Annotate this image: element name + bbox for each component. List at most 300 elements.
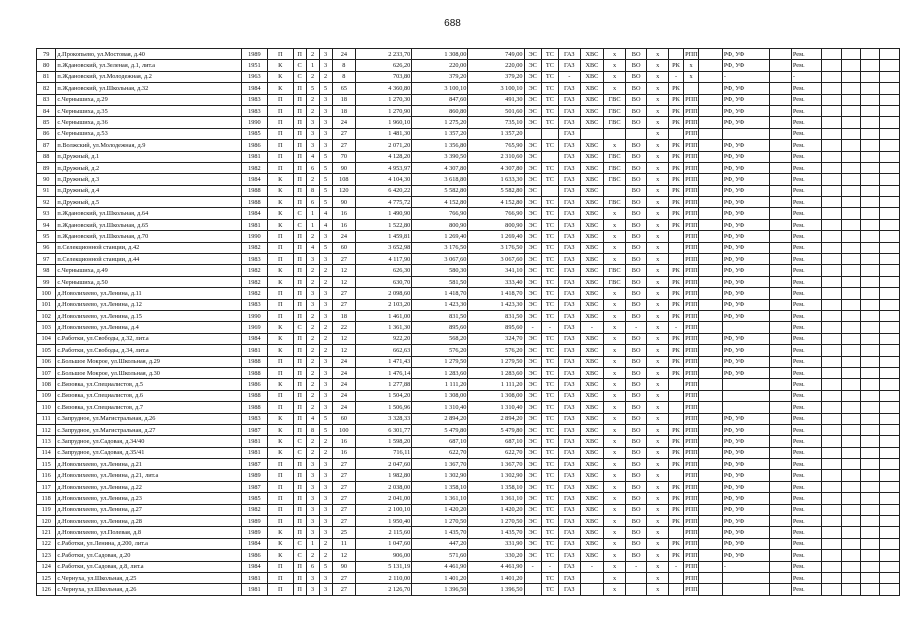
cell-area: 1 461,00 — [356, 310, 412, 321]
empty-cell — [860, 447, 879, 458]
empty-cell — [822, 561, 841, 572]
cell-mat: К — [267, 265, 293, 276]
cell-u5: х — [604, 470, 626, 481]
cell-u6: ВО — [625, 162, 647, 173]
cell-u3: ГАЗ — [559, 504, 581, 515]
cell-u6: ВО — [625, 504, 647, 515]
cell-u2: ТС — [541, 572, 558, 583]
empty-cell — [880, 265, 900, 276]
cell-wall: П — [293, 367, 306, 378]
cell-wall: П — [293, 310, 306, 321]
empty-cell — [880, 379, 900, 390]
cell-n: 119 — [37, 504, 56, 515]
empty-cell — [699, 538, 723, 549]
cell-area-res: 1 423,30 — [468, 299, 524, 310]
empty-cell — [841, 379, 860, 390]
empty-cell — [770, 470, 792, 481]
cell-area-res: 1 358,10 — [468, 481, 524, 492]
cell-n: 101 — [37, 299, 56, 310]
empty-cell — [699, 117, 723, 128]
empty-cell — [699, 231, 723, 242]
cell-u3: ГАЗ — [559, 584, 581, 595]
cell-u8 — [668, 413, 683, 424]
cell-mat: П — [267, 516, 293, 527]
cell-u4: ХВС — [580, 550, 604, 561]
cell-fund: РФ, УФ — [722, 299, 769, 310]
empty-cell — [699, 516, 723, 527]
cell-u1: ЭС — [524, 356, 541, 367]
cell-u1: ЭС — [524, 288, 541, 299]
empty-cell — [880, 71, 900, 82]
empty-cell — [880, 367, 900, 378]
cell-act: Рем. — [791, 117, 821, 128]
cell-u9: РПП — [684, 345, 699, 356]
cell-act: Рем. — [791, 413, 821, 424]
cell-u5: ГВС — [604, 162, 626, 173]
cell-ent: 3 — [319, 459, 332, 470]
cell-u3: ГАЗ — [559, 276, 581, 287]
cell-u9: РПП — [684, 288, 699, 299]
cell-area: 1 270,30 — [356, 94, 412, 105]
cell-year: 1988 — [241, 402, 267, 413]
cell-fund — [722, 390, 769, 401]
cell-u1: ЭС — [524, 219, 541, 230]
cell-u5: х — [604, 367, 626, 378]
cell-fl: 2 — [306, 310, 319, 321]
empty-cell — [822, 345, 841, 356]
cell-area: 630,70 — [356, 276, 412, 287]
cell-u7: х — [647, 550, 669, 561]
cell-apts: 24 — [332, 379, 356, 390]
cell-u7: х — [647, 117, 669, 128]
cell-wall: С — [293, 219, 306, 230]
empty-cell — [699, 162, 723, 173]
empty-cell — [770, 242, 792, 253]
empty-cell — [822, 356, 841, 367]
cell-area-res: 330,20 — [468, 550, 524, 561]
cell-act: Рем. — [791, 516, 821, 527]
cell-year: 1981 — [241, 219, 267, 230]
empty-cell — [860, 390, 879, 401]
cell-u3: ГАЗ — [559, 231, 581, 242]
cell-u6: ВО — [625, 151, 647, 162]
cell-apts: 65 — [332, 83, 356, 94]
cell-fund: РФ, УФ — [722, 105, 769, 116]
cell-wall: П — [293, 254, 306, 265]
cell-u8: РК — [668, 117, 683, 128]
empty-cell — [841, 117, 860, 128]
empty-cell — [860, 379, 879, 390]
cell-apts: 16 — [332, 447, 356, 458]
cell-year: 1989 — [241, 516, 267, 527]
cell-wall: С — [293, 447, 306, 458]
empty-cell — [770, 333, 792, 344]
cell-u6: ВО — [625, 345, 647, 356]
cell-year: 1981 — [241, 447, 267, 458]
cell-u3: ГАЗ — [559, 299, 581, 310]
cell-year: 1985 — [241, 128, 267, 139]
empty-cell — [822, 174, 841, 185]
cell-ent: 3 — [319, 94, 332, 105]
cell-area-res: 1 283,60 — [468, 367, 524, 378]
cell-fl: 2 — [306, 356, 319, 367]
cell-u8: РК — [668, 185, 683, 196]
cell-apts: 120 — [332, 185, 356, 196]
cell-u4: ХВС — [580, 333, 604, 344]
cell-apts: 18 — [332, 310, 356, 321]
cell-area: 2 100,10 — [356, 504, 412, 515]
cell-u1: ЭС — [524, 83, 541, 94]
cell-u6: ВО — [625, 185, 647, 196]
cell-wall: П — [293, 185, 306, 196]
cell-mat: К — [267, 333, 293, 344]
cell-ent: 3 — [319, 402, 332, 413]
cell-mat: К — [267, 83, 293, 94]
cell-n: 87 — [37, 140, 56, 151]
cell-u1: ЭС — [524, 162, 541, 173]
cell-u2: ТС — [541, 527, 558, 538]
empty-cell — [880, 550, 900, 561]
empty-cell — [880, 527, 900, 538]
cell-u3: ГАЗ — [559, 310, 581, 321]
empty-cell — [699, 459, 723, 470]
empty-cell — [880, 197, 900, 208]
empty-cell — [841, 345, 860, 356]
cell-u4 — [580, 572, 604, 583]
empty-cell — [699, 561, 723, 572]
cell-area-res: 341,10 — [468, 265, 524, 276]
cell-area-res: 1 401,20 — [468, 572, 524, 583]
cell-area: 1 481,30 — [356, 128, 412, 139]
cell-year: 1982 — [241, 265, 267, 276]
cell-addr: с.Чернышиха, д.36 — [56, 117, 242, 128]
cell-addr: с.Чернышиха, д.29 — [56, 94, 242, 105]
cell-n: 95 — [37, 231, 56, 242]
cell-fund: РФ, УФ — [722, 470, 769, 481]
cell-year: 1984 — [241, 333, 267, 344]
cell-apts: 27 — [332, 254, 356, 265]
empty-cell — [860, 185, 879, 196]
empty-cell — [822, 367, 841, 378]
cell-addr: с.Большое Мокрое, ул.Школьная, д.30 — [56, 367, 242, 378]
cell-fl: 2 — [306, 390, 319, 401]
cell-u3: - — [559, 71, 581, 82]
cell-wall: П — [293, 516, 306, 527]
cell-u8: РК — [668, 333, 683, 344]
cell-u7: х — [647, 345, 669, 356]
cell-u6: ВО — [625, 333, 647, 344]
empty-cell — [860, 402, 879, 413]
cell-u8 — [668, 584, 683, 595]
cell-fund: РФ, УФ — [722, 516, 769, 527]
cell-area-res: 1 357,20 — [468, 128, 524, 139]
cell-area: 1 471,43 — [356, 356, 412, 367]
cell-apts: 27 — [332, 493, 356, 504]
cell-act: Рем. — [791, 470, 821, 481]
empty-cell — [822, 83, 841, 94]
cell-u9: РПП — [684, 447, 699, 458]
cell-u7: х — [647, 242, 669, 253]
cell-apts: 90 — [332, 197, 356, 208]
empty-cell — [860, 493, 879, 504]
empty-cell — [860, 83, 879, 94]
empty-cell — [841, 185, 860, 196]
cell-u5: х — [604, 550, 626, 561]
cell-u4: ХВС — [580, 402, 604, 413]
empty-cell — [822, 424, 841, 435]
cell-u7: х — [647, 310, 669, 321]
cell-mat: К — [267, 322, 293, 333]
cell-year: 1983 — [241, 105, 267, 116]
empty-cell — [860, 413, 879, 424]
cell-year: 1990 — [241, 310, 267, 321]
cell-u4: ХВС — [580, 504, 604, 515]
cell-area-res: 831,50 — [468, 310, 524, 321]
table-row — [37, 310, 900, 321]
cell-u8 — [668, 242, 683, 253]
cell-wall: П — [293, 288, 306, 299]
cell-n: 100 — [37, 288, 56, 299]
empty-cell — [880, 310, 900, 321]
cell-n: 83 — [37, 94, 56, 105]
cell-u2: ТС — [541, 550, 558, 561]
empty-cell — [880, 105, 900, 116]
cell-addr: с.Работки, ул.Садовая, д.8, лит.а — [56, 561, 242, 572]
cell-apts: 27 — [332, 140, 356, 151]
cell-area-liv: 1 401,20 — [412, 572, 468, 583]
empty-cell — [770, 128, 792, 139]
cell-u2: ТС — [541, 310, 558, 321]
cell-u2: ТС — [541, 276, 558, 287]
cell-u9: РПП — [684, 550, 699, 561]
cell-u4: ХВС — [580, 242, 604, 253]
cell-u3: ГАЗ — [559, 550, 581, 561]
cell-u3: ГАЗ — [559, 60, 581, 71]
cell-u3: ГАЗ — [559, 356, 581, 367]
cell-act: Рем. — [791, 333, 821, 344]
cell-n: 94 — [37, 219, 56, 230]
cell-area-liv: 687,10 — [412, 436, 468, 447]
cell-u3: ГАЗ — [559, 527, 581, 538]
cell-ent: 3 — [319, 572, 332, 583]
cell-n: 99 — [37, 276, 56, 287]
cell-u9: РПП — [684, 219, 699, 230]
cell-u2: ТС — [541, 367, 558, 378]
cell-u2: ТС — [541, 516, 558, 527]
empty-cell — [880, 561, 900, 572]
empty-cell — [770, 288, 792, 299]
cell-u4: ХВС — [580, 231, 604, 242]
cell-n: 81 — [37, 71, 56, 82]
cell-year: 1990 — [241, 117, 267, 128]
cell-u4: ХВС — [580, 345, 604, 356]
cell-fund — [722, 379, 769, 390]
cell-fund: РФ, УФ — [722, 538, 769, 549]
cell-area: 2 115,60 — [356, 527, 412, 538]
cell-u3: ГАЗ — [559, 208, 581, 219]
cell-addr: с.Большое Мокрое, ул.Школьная, д.29 — [56, 356, 242, 367]
cell-act: Рем. — [791, 504, 821, 515]
cell-area-res: 1 367,70 — [468, 459, 524, 470]
cell-mat: П — [267, 231, 293, 242]
empty-cell — [841, 561, 860, 572]
cell-u5 — [604, 185, 626, 196]
cell-mat: П — [267, 561, 293, 572]
cell-fund: РФ, УФ — [722, 288, 769, 299]
cell-u2: ТС — [541, 242, 558, 253]
cell-apts: 27 — [332, 470, 356, 481]
empty-cell — [841, 208, 860, 219]
empty-cell — [880, 185, 900, 196]
cell-act: Рем. — [791, 561, 821, 572]
cell-u7: х — [647, 276, 669, 287]
cell-u9: РПП — [684, 367, 699, 378]
empty-cell — [699, 71, 723, 82]
cell-year: 1988 — [241, 356, 267, 367]
cell-year: 1982 — [241, 242, 267, 253]
cell-fl: 5 — [306, 83, 319, 94]
cell-fl: 3 — [306, 128, 319, 139]
empty-cell — [880, 276, 900, 287]
cell-year: 1963 — [241, 71, 267, 82]
cell-area-res: 491,30 — [468, 94, 524, 105]
empty-cell — [699, 254, 723, 265]
cell-act: Рем. — [791, 345, 821, 356]
empty-cell — [841, 356, 860, 367]
cell-u3: ГАЗ — [559, 538, 581, 549]
empty-cell — [770, 60, 792, 71]
cell-n: 80 — [37, 60, 56, 71]
cell-u2: ТС — [541, 140, 558, 151]
cell-fl: 1 — [306, 60, 319, 71]
empty-cell — [770, 117, 792, 128]
empty-cell — [770, 208, 792, 219]
cell-u6: ВО — [625, 481, 647, 492]
cell-u3: ГАЗ — [559, 470, 581, 481]
cell-area-liv: 568,20 — [412, 333, 468, 344]
cell-u3: ГАЗ — [559, 219, 581, 230]
cell-u1: ЭС — [524, 49, 541, 60]
cell-wall: П — [293, 299, 306, 310]
cell-u9: РПП — [684, 185, 699, 196]
cell-addr: п.Ждановский, ул.Школьная, д.65 — [56, 219, 242, 230]
empty-cell — [860, 584, 879, 595]
empty-cell — [822, 470, 841, 481]
cell-apts: 27 — [332, 481, 356, 492]
cell-year: 1981 — [241, 584, 267, 595]
empty-cell — [770, 162, 792, 173]
cell-area-liv: 1 270,50 — [412, 516, 468, 527]
cell-apts: 22 — [332, 322, 356, 333]
cell-u9: РПП — [684, 356, 699, 367]
empty-cell — [860, 572, 879, 583]
empty-cell — [841, 310, 860, 321]
cell-area-res: 5 582,80 — [468, 185, 524, 196]
cell-u2: ТС — [541, 413, 558, 424]
cell-u7: х — [647, 185, 669, 196]
cell-u1: ЭС — [524, 504, 541, 515]
cell-u2: ТС — [541, 197, 558, 208]
cell-addr: д.Новолихеево, ул.Ленина, д.12 — [56, 299, 242, 310]
cell-area: 3 652,98 — [356, 242, 412, 253]
cell-u7: х — [647, 470, 669, 481]
cell-ent: 3 — [319, 493, 332, 504]
cell-u6: ВО — [625, 49, 647, 60]
cell-wall: П — [293, 379, 306, 390]
cell-mat: К — [267, 447, 293, 458]
cell-year: 1981 — [241, 151, 267, 162]
cell-fl: 3 — [306, 117, 319, 128]
cell-u4: ХВС — [580, 288, 604, 299]
cell-mat: К — [267, 208, 293, 219]
cell-u7: х — [647, 367, 669, 378]
cell-u4: ХВС — [580, 140, 604, 151]
cell-addr: д.Прокопьево, ул.Мостовая, д.40 — [56, 49, 242, 60]
cell-mat: К — [267, 197, 293, 208]
cell-u4: ХВС — [580, 117, 604, 128]
cell-u9: РПП — [684, 561, 699, 572]
cell-act: Рем. — [791, 550, 821, 561]
cell-u8: РК — [668, 538, 683, 549]
cell-area-res: 5 479,80 — [468, 424, 524, 435]
cell-addr: п.Дружный, д.3 — [56, 174, 242, 185]
empty-cell — [841, 219, 860, 230]
table-row — [37, 481, 900, 492]
cell-wall: П — [293, 527, 306, 538]
cell-mat: К — [267, 219, 293, 230]
empty-cell — [841, 413, 860, 424]
cell-area: 626,30 — [356, 265, 412, 276]
cell-n: 106 — [37, 356, 56, 367]
cell-fl: 3 — [306, 516, 319, 527]
cell-wall: П — [293, 242, 306, 253]
cell-act: Рем. — [791, 584, 821, 595]
empty-cell — [699, 94, 723, 105]
cell-u3: ГАЗ — [559, 424, 581, 435]
cell-mat: П — [267, 470, 293, 481]
cell-u7: х — [647, 527, 669, 538]
cell-addr: с.Чернуха, ул.Школьная, д.25 — [56, 572, 242, 583]
cell-u3: ГАЗ — [559, 459, 581, 470]
cell-n: 84 — [37, 105, 56, 116]
cell-u7: х — [647, 356, 669, 367]
cell-area-liv: 576,20 — [412, 345, 468, 356]
cell-u6: ВО — [625, 538, 647, 549]
cell-u7: х — [647, 413, 669, 424]
cell-u3: ГАЗ — [559, 265, 581, 276]
cell-area-res: 735,10 — [468, 117, 524, 128]
empty-cell — [880, 493, 900, 504]
empty-cell — [880, 231, 900, 242]
empty-cell — [880, 162, 900, 173]
cell-n: 125 — [37, 572, 56, 583]
cell-fl: 2 — [306, 333, 319, 344]
cell-u7: х — [647, 459, 669, 470]
cell-u8: РК — [668, 310, 683, 321]
cell-wall: П — [293, 345, 306, 356]
cell-u3: ГАЗ — [559, 561, 581, 572]
cell-u3: ГАЗ — [559, 390, 581, 401]
cell-fl: 2 — [306, 379, 319, 390]
cell-ent: 3 — [319, 367, 332, 378]
cell-n: 111 — [37, 413, 56, 424]
cell-year: 1989 — [241, 470, 267, 481]
empty-cell — [860, 128, 879, 139]
cell-fund: РФ, УФ — [722, 345, 769, 356]
cell-act: Рем. — [791, 208, 821, 219]
cell-ent: 4 — [319, 208, 332, 219]
empty-cell — [880, 584, 900, 595]
